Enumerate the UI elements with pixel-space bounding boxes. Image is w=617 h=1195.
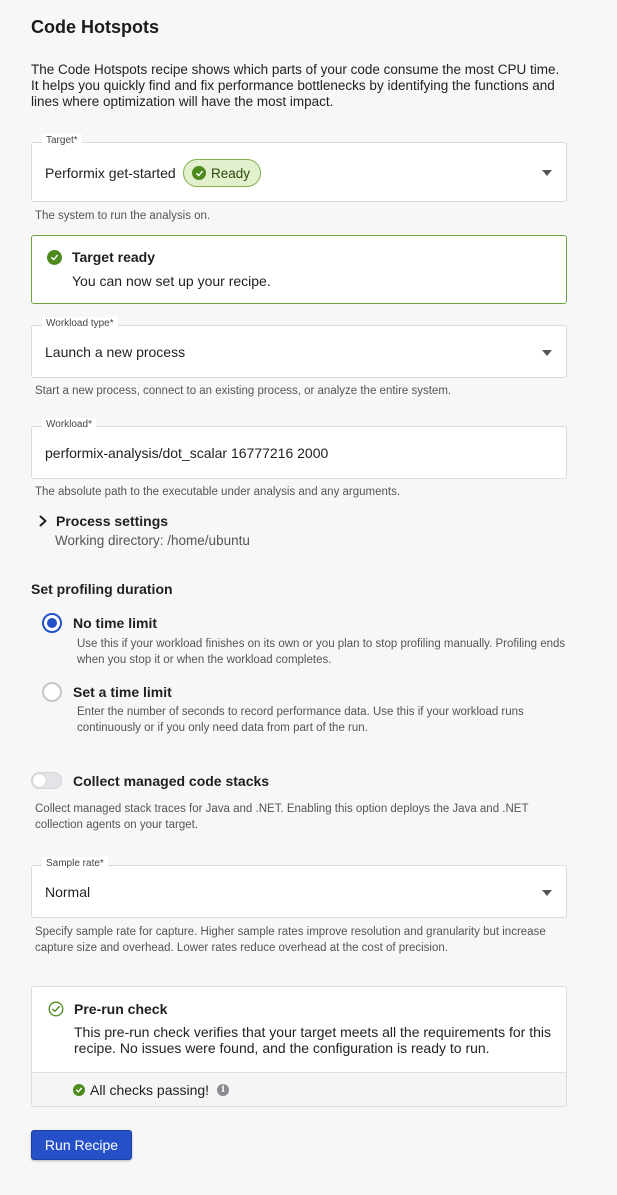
check-circle-outline-icon: [48, 1001, 64, 1022]
chevron-down-icon: [542, 170, 552, 176]
pre-run-check-title: Pre-run check: [74, 1001, 168, 1017]
chevron-right-icon: [38, 515, 48, 527]
working-directory: Working directory: /home/ubuntu: [55, 533, 250, 548]
workload-type-label: Workload type*: [42, 317, 118, 331]
info-icon[interactable]: i: [217, 1084, 229, 1096]
target-helper: The system to run the analysis on.: [35, 210, 211, 222]
no-time-limit-desc: Use this if your workload finishes on its own or you plan to stop profiling manually. Profiling ends when you stop it or when the workload completes.: [77, 638, 566, 666]
workload-type-value: Launch a new process: [45, 344, 186, 360]
sample-rate-label: Sample rate*: [42, 857, 108, 871]
ready-status-badge: [183, 159, 261, 187]
chevron-down-icon: [542, 350, 552, 356]
no-time-limit-radio[interactable]: [42, 613, 62, 633]
sample-rate-select[interactable]: [31, 858, 567, 918]
process-settings-toggle[interactable]: [38, 513, 168, 529]
profiling-duration-title: Set profiling duration: [31, 581, 173, 597]
check-circle-icon: [73, 1084, 85, 1096]
workload-type-helper: Start a new process, connect to an existing process, or analyze the entire system.: [35, 385, 452, 397]
pre-run-check-status: [32, 1072, 566, 1106]
run-recipe-button[interactable]: Run Recipe: [31, 1130, 132, 1160]
set-time-limit-label[interactable]: Set a time limit: [73, 684, 172, 700]
workload-label: Workload*: [42, 418, 96, 432]
page-intro: The Code Hotspots recipe shows which parts of your code consume the most CPU time. It helps you quickly find and fix performance bottlenecks by identifying the functions and lines where optimization will have the most impact.: [31, 62, 560, 109]
set-time-limit-desc: Enter the number of seconds to record performance data. Use this if your workload runs continuously or if you only need data from part of the run.: [77, 706, 524, 734]
managed-stacks-toggle[interactable]: [31, 772, 62, 789]
managed-stacks-label[interactable]: Collect managed code stacks: [73, 773, 270, 789]
chevron-down-icon: [542, 890, 552, 896]
target-select[interactable]: [31, 135, 567, 202]
managed-stacks-helper: Collect managed stack traces for Java and .NET. Enabling this option deploys the Java and .NET collection agents on your target.: [35, 803, 529, 831]
sample-rate-value: Normal: [45, 884, 91, 900]
workload-input[interactable]: [31, 419, 567, 479]
workload-helper: The absolute path to the executable under analysis and any arguments.: [35, 486, 401, 498]
workload-value[interactable]: performix-analysis/dot_scalar 16777216 2000: [45, 445, 329, 461]
no-time-limit-label[interactable]: No time limit: [73, 615, 158, 631]
pre-run-check-body: This pre-run check verifies that your target meets all the requirements for this recipe. No issues were found, and the configuration is ready to run.: [74, 1024, 551, 1056]
check-circle-icon: [47, 250, 62, 265]
pre-run-check-panel: [31, 986, 567, 1107]
target-value: Performix get-started: [45, 165, 176, 181]
workload-type-select[interactable]: [31, 318, 567, 378]
target-ready-alert: [31, 235, 567, 304]
target-label: Target*: [42, 134, 82, 148]
check-circle-icon: [192, 166, 206, 180]
alert-title: Target ready: [72, 249, 155, 265]
process-settings-label: Process settings: [56, 513, 169, 529]
page-title: Code Hotspots: [31, 17, 159, 37]
set-time-limit-radio[interactable]: [42, 682, 62, 702]
ready-badge-label: Ready: [211, 165, 251, 181]
status-text: All checks passing!: [90, 1081, 210, 1098]
alert-body: You can now set up your recipe.: [72, 273, 271, 289]
sample-rate-helper: Specify sample rate for capture. Higher sample rates improve resolution and granularity but increase capture size and overhead. Lower rates reduce overhead at the cost of precision.: [35, 926, 546, 954]
